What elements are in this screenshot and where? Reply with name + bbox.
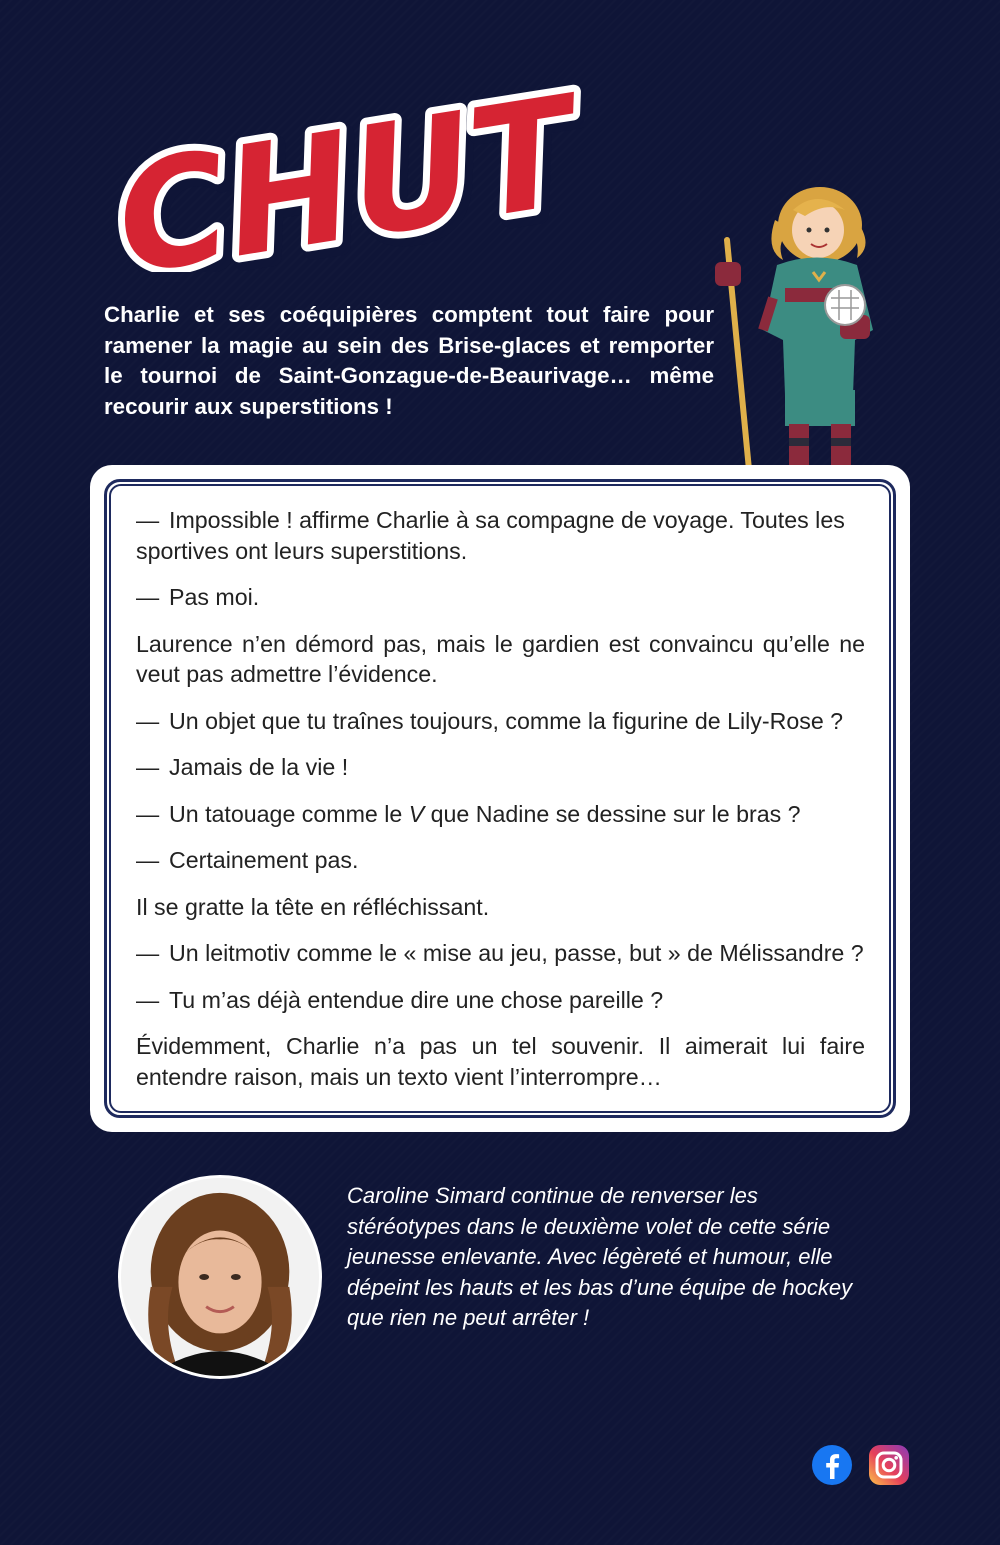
dialogue-dash: — [136, 507, 160, 533]
excerpt-dialogue-line: — Impossible ! affirme Charlie à sa compagne de voyage. Toutes les sportives ont leurs superstitions. [136, 507, 845, 564]
book-title-outline: CHUT [105, 72, 584, 272]
dialogue-dash: — [136, 754, 160, 780]
excerpt-dialogue-line: — Un objet que tu traînes toujours, comme la figurine de Lily-Rose ? [136, 706, 865, 737]
instagram-icon[interactable] [868, 1444, 910, 1486]
excerpt-dialogue-line: — Tu m’as déjà entendue dire une chose pareille ? [136, 985, 865, 1016]
excerpt-narration: Laurence n’en démord pas, mais le gardien est convaincu qu’elle ne veut pas admettre l’évidence. [136, 630, 865, 687]
excerpt-narration: Évidemment, Charlie n’a pas un tel souvenir. Il aimerait lui faire entendre raison, mais un texto vient l’interrompre… [136, 1033, 865, 1090]
author-photo [118, 1175, 322, 1379]
dialogue-dash: — [136, 986, 160, 1013]
author-bio: Caroline Simard continue de renverser les stéréotypes dans le deuxième volet de cette série jeunesse enlevante. Avec légèreté et humour, elle dépeint les hauts et les bas d’une équipe de hockey que rien ne peut arrêter ! [347, 1183, 853, 1330]
hockey-player-illustration [705, 180, 905, 500]
excerpt-dialogue-line: — Pas moi. [136, 582, 865, 613]
facebook-icon[interactable] [811, 1444, 853, 1486]
book-title-text: CHUT [105, 72, 584, 272]
excerpt-dialogue-line: — Certainement pas. [136, 845, 865, 876]
excerpt-card [90, 465, 910, 1132]
excerpt-dialogue-line: — Un leitmotiv comme le « mise au jeu, passe, but » de Mélissandre ? [136, 938, 865, 969]
book-title-shadow: CHUT [110, 72, 584, 272]
back-cover-blurb: Charlie et ses coéquipières comptent tout faire pour ramener la magie au sein des Brise-glaces et remporter le tournoi de Saint-Gonzague-de-Beaurivage… même recourir aux superstitions ! [104, 302, 714, 419]
excerpt-text [136, 505, 865, 1108]
dialogue-dash: — [136, 584, 160, 610]
dialogue-dash: — [136, 800, 160, 827]
dialogue-dash: — [136, 707, 160, 734]
dialogue-dash: — [136, 847, 160, 873]
dialogue-dash: — [136, 940, 160, 966]
book-title [104, 72, 584, 272]
excerpt-dialogue-line: — Jamais de la vie ! [136, 752, 865, 783]
excerpt-narration: Il se gratte la tête en réfléchissant. [136, 893, 490, 920]
excerpt-dialogue-line: — Un tatouage comme le V que Nadine se dessine sur le bras ? [136, 799, 865, 830]
